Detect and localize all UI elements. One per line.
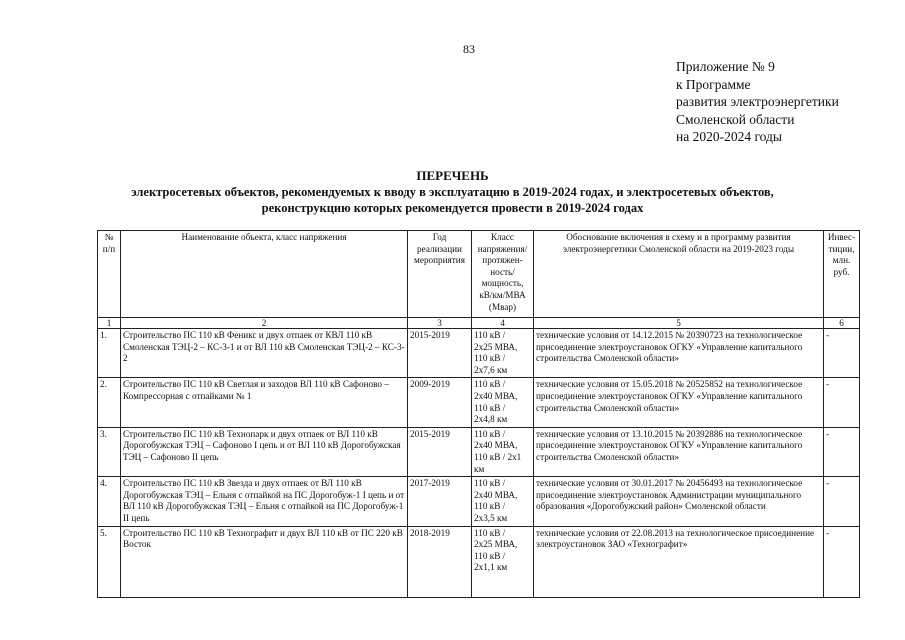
table-row: [98, 329, 860, 378]
cell-investments: -: [824, 427, 860, 476]
appendix-line: развития электроэнергетики: [676, 94, 839, 109]
appendix-line: Смоленской области: [676, 111, 795, 127]
cell-name: Строительство ПС 110 кВ Технопарк и двух отпаек от ВЛ 110 кВ Дорогобужская ТЭЦ – Сафоново I цепь и от ВЛ 110 кВ Дорогобужская ТЭЦ – Сафоново II цепь: [121, 427, 408, 476]
column-number: 1: [98, 318, 121, 329]
document-subtitle: [0, 184, 905, 216]
column-number: 4: [472, 318, 534, 329]
subtitle-line: электросетевых объектов, рекомендуемых к вводу в эксплуатацию в 2019-2024 годах, и электросетевых объектов,: [131, 185, 774, 199]
cell-investments: -: [824, 329, 860, 378]
cell-name: Строительство ПС 110 кВ Звезда и двух отпаек от ВЛ 110 кВ Дорогобужская ТЭЦ – Ельня с отпайкой на ПС Дорогобуж-1 I цепь и от ВЛ 110 кВ Дорогобужская ТЭЦ – Ельня с отпайкой на ПС Дорогобуж-1 II цепь: [121, 477, 408, 526]
cell-year: 2009-2019: [408, 378, 472, 427]
cell-class: 110 кВ / 2x40 МВА, 110 кВ / 2x1 км: [472, 427, 534, 476]
cell-year: 2017-2019: [408, 477, 472, 526]
column-number-row: [98, 318, 860, 329]
cell-num: 3.: [98, 427, 121, 476]
cell-num: 4.: [98, 477, 121, 526]
table-row: [98, 477, 860, 526]
cell-name: Строительство ПС 110 кВ Светлая и заходов ВЛ 110 кВ Сафоново – Компрессорная с отпайками № 1: [121, 378, 408, 427]
header-basis: Обоснование включения в схему и в программу развития электроэнергетики Смоленской области на 2019-2023 годы: [534, 231, 824, 318]
cell-class: 110 кВ / 2x40 МВА, 110 кВ / 2x3,5 км: [472, 477, 534, 526]
cell-investments: -: [824, 378, 860, 427]
cell-basis: технические условия от 15.05.2018 № 20525852 на технологическое присоединение электроустановок ОГКУ «Управление капитального строительства Смоленской области»: [534, 378, 824, 427]
appendix-line: к Программе: [676, 76, 751, 92]
cell-basis: технические условия от 14.12.2015 № 20390723 на технологическое присоединение электроустановок ОГКУ «Управление капитального строительства Смоленской области»: [534, 329, 824, 378]
header-num: № п/п: [98, 231, 121, 318]
cell-basis: технические условия от 13.10.2015 № 20392886 на технологическое присоединение электроустановок ОГКУ «Управление капитального строительства Смоленской области»: [534, 427, 824, 476]
header-name: Наименование объекта, класс напряжения: [121, 231, 408, 318]
cell-class: 110 кВ / 2x25 МВА, 110 кВ / 2x1,1 км: [472, 526, 534, 597]
header-year: Год реализации мероприятия: [408, 231, 472, 318]
column-number: 5: [534, 318, 824, 329]
cell-num: 5.: [98, 526, 121, 597]
document-title: ПЕРЕЧЕНЬ: [416, 168, 489, 183]
appendix-note: [676, 58, 839, 146]
appendix-line: Приложение № 9: [676, 59, 775, 74]
cell-year: 2015-2019: [408, 427, 472, 476]
cell-num: 1.: [98, 329, 121, 378]
cell-class: 110 кВ / 2x25 МВА, 110 кВ / 2x7,6 км: [472, 329, 534, 378]
cell-basis: технические условия от 22.08.2013 на технологическое присоединение электроустановок ЗАО «Технографит»: [534, 526, 824, 597]
cell-investments: -: [824, 477, 860, 526]
column-number: 6: [824, 318, 860, 329]
cell-num: 2.: [98, 378, 121, 427]
cell-class: 110 кВ / 2x40 МВА, 110 кВ / 2x4,8 км: [472, 378, 534, 427]
cell-year: 2018-2019: [408, 526, 472, 597]
header-investments: Инвес- тиции, млн. руб.: [824, 231, 860, 318]
table-header-row: [98, 231, 860, 318]
cell-basis: технические условия от 30.01.2017 № 20456493 на технологическое присоединение электроустановок Администрации муниципального образования «Дорогобужский район» Смоленской области: [534, 477, 824, 526]
cell-investments: -: [824, 526, 860, 597]
column-number: 3: [408, 318, 472, 329]
column-number: 2: [121, 318, 408, 329]
page-number: 83: [463, 42, 475, 56]
header-class: Класс напряжения/ протяжен- ность/ мощность, кВ/км/МВА (Мвар): [472, 231, 534, 318]
table-row: [98, 378, 860, 427]
table-row: [98, 427, 860, 476]
cell-name: Строительство ПС 110 кВ Технографит и двух ВЛ 110 кВ от ПС 220 кВ Восток: [121, 526, 408, 597]
cell-name: Строительство ПС 110 кВ Феникс и двух отпаек от КВЛ 110 кВ Смоленская ТЭЦ-2 – КС-3-1 и от ВЛ 110 кВ Смоленская ТЭЦ-2 – КС-3-2: [121, 329, 408, 378]
objects-table: [97, 230, 860, 598]
subtitle-line: реконструкцию которых рекомендуется провести в 2019-2024 годах: [261, 201, 644, 215]
cell-year: 2015-2019: [408, 329, 472, 378]
table-row: [98, 526, 860, 597]
appendix-line: на 2020-2024 годы: [676, 129, 782, 144]
